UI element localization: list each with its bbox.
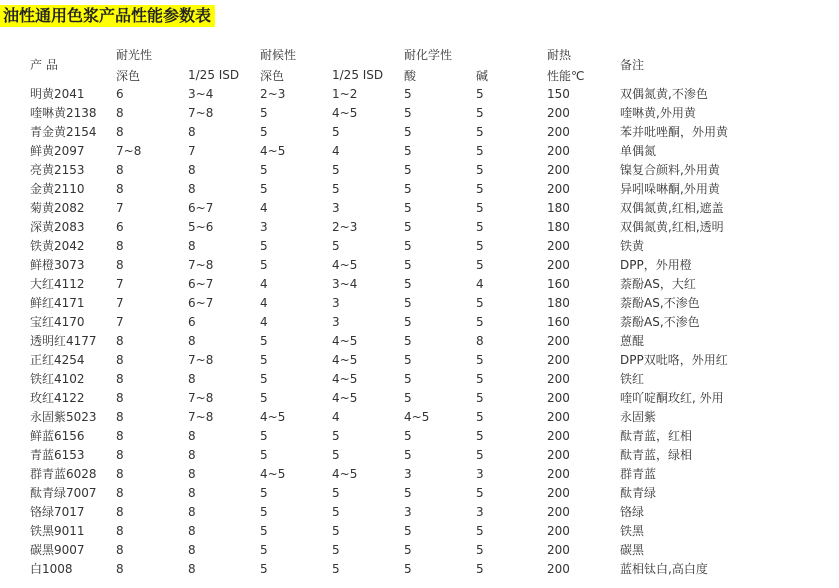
table-row bbox=[30, 123, 760, 142]
cell-heat: 180 bbox=[547, 201, 570, 215]
cell-acid: 5 bbox=[404, 524, 412, 538]
cell-light-deep: 8 bbox=[116, 524, 124, 538]
cell-product-name: 永固紫5023 bbox=[30, 410, 97, 424]
cell-product-name: 青金黄2154 bbox=[30, 125, 97, 139]
cell-heat: 200 bbox=[547, 467, 570, 481]
cell-weather-isd: 5 bbox=[332, 486, 340, 500]
cell-heat: 180 bbox=[547, 220, 570, 234]
cell-weather-deep: 5 bbox=[260, 163, 268, 177]
cell-heat: 200 bbox=[547, 106, 570, 120]
cell-acid: 5 bbox=[404, 277, 412, 291]
cell-weather-deep: 5 bbox=[260, 334, 268, 348]
cell-weather-isd: 2~3 bbox=[332, 220, 358, 234]
header-lightfastness: 耐光性 bbox=[116, 48, 153, 62]
cell-remark: 苯并吡唑酮，外用黄 bbox=[620, 125, 729, 139]
cell-acid: 5 bbox=[404, 220, 412, 234]
cell-remark: 萘酚AS,不渗色 bbox=[620, 315, 700, 329]
cell-acid: 5 bbox=[404, 315, 412, 329]
cell-remark: 单偶氮 bbox=[620, 144, 657, 158]
header-acid: 酸 bbox=[404, 68, 417, 83]
header-weather-deep: 深色 bbox=[260, 68, 285, 83]
cell-light-deep: 8 bbox=[116, 505, 124, 519]
cell-acid: 5 bbox=[404, 334, 412, 348]
cell-acid: 5 bbox=[404, 182, 412, 196]
cell-weather-isd: 5 bbox=[332, 505, 340, 519]
table-row bbox=[30, 142, 760, 161]
table-row bbox=[30, 161, 760, 180]
cell-weather-isd: 3 bbox=[332, 201, 340, 215]
cell-product-name: 鲜黄2097 bbox=[30, 144, 85, 158]
table-row bbox=[30, 427, 760, 446]
table-row bbox=[30, 294, 760, 313]
table-row bbox=[30, 237, 760, 256]
cell-acid: 5 bbox=[404, 562, 412, 576]
cell-weather-isd: 4 bbox=[332, 410, 340, 424]
cell-alkali: 5 bbox=[476, 239, 484, 253]
cell-light-deep: 6 bbox=[116, 87, 124, 101]
pigment-performance-table bbox=[30, 44, 760, 579]
table-row bbox=[30, 104, 760, 123]
cell-light-isd: 7~8 bbox=[188, 106, 214, 120]
cell-remark: 铁黑 bbox=[620, 524, 645, 538]
cell-acid: 5 bbox=[404, 144, 412, 158]
cell-remark: DPP，外用橙 bbox=[620, 258, 692, 272]
cell-acid: 5 bbox=[404, 106, 412, 120]
cell-light-isd: 8 bbox=[188, 182, 196, 196]
cell-light-deep: 8 bbox=[116, 163, 124, 177]
cell-alkali: 5 bbox=[476, 524, 484, 538]
cell-alkali: 5 bbox=[476, 410, 484, 424]
cell-weather-isd: 5 bbox=[332, 543, 340, 557]
cell-product-name: 玫红4122 bbox=[30, 391, 85, 405]
cell-alkali: 5 bbox=[476, 163, 484, 177]
cell-remark: 铁红 bbox=[620, 372, 645, 386]
cell-light-deep: 8 bbox=[116, 258, 124, 272]
table-row bbox=[30, 275, 760, 294]
cell-weather-deep: 5 bbox=[260, 486, 268, 500]
cell-product-name: 明黄2041 bbox=[30, 87, 85, 101]
cell-remark: 异吲哚啉酮,外用黄 bbox=[620, 182, 720, 196]
cell-product-name: 铬绿7017 bbox=[30, 505, 85, 519]
cell-light-isd: 8 bbox=[188, 163, 196, 177]
cell-heat: 200 bbox=[547, 505, 570, 519]
cell-weather-isd: 5 bbox=[332, 239, 340, 253]
cell-heat: 200 bbox=[547, 182, 570, 196]
cell-product-name: 青蓝6153 bbox=[30, 448, 85, 462]
cell-product-name: 大红4112 bbox=[30, 277, 85, 291]
cell-remark: 铬绿 bbox=[620, 505, 645, 519]
cell-product-name: 铁黄2042 bbox=[30, 239, 85, 253]
cell-acid: 5 bbox=[404, 429, 412, 443]
cell-heat: 150 bbox=[547, 87, 570, 101]
cell-product-name: 酞青绿7007 bbox=[30, 486, 97, 500]
cell-product-name: 白1008 bbox=[30, 562, 73, 576]
cell-weather-isd: 5 bbox=[332, 448, 340, 462]
cell-alkali: 5 bbox=[476, 372, 484, 386]
cell-weather-isd: 3 bbox=[332, 315, 340, 329]
cell-light-deep: 8 bbox=[116, 486, 124, 500]
cell-weather-isd: 3~4 bbox=[332, 277, 358, 291]
cell-light-deep: 8 bbox=[116, 448, 124, 462]
cell-weather-isd: 5 bbox=[332, 562, 340, 576]
cell-weather-isd: 4~5 bbox=[332, 258, 358, 272]
cell-heat: 200 bbox=[547, 258, 570, 272]
cell-weather-isd: 5 bbox=[332, 163, 340, 177]
cell-light-deep: 7~8 bbox=[116, 144, 142, 158]
cell-remark: 酞青绿 bbox=[620, 486, 657, 500]
cell-light-isd: 5~6 bbox=[188, 220, 214, 234]
cell-weather-deep: 4~5 bbox=[260, 467, 286, 481]
cell-weather-isd: 4~5 bbox=[332, 106, 358, 120]
cell-weather-isd: 1~2 bbox=[332, 87, 358, 101]
table-row bbox=[30, 484, 760, 503]
cell-acid: 5 bbox=[404, 201, 412, 215]
cell-weather-deep: 4~5 bbox=[260, 410, 286, 424]
cell-heat: 200 bbox=[547, 562, 570, 576]
cell-remark: 双偶氮黄,红相,遮盖 bbox=[620, 201, 724, 215]
cell-light-isd: 7~8 bbox=[188, 410, 214, 424]
cell-weather-deep: 5 bbox=[260, 182, 268, 196]
cell-light-isd: 8 bbox=[188, 486, 196, 500]
cell-light-deep: 7 bbox=[116, 201, 124, 215]
cell-alkali: 5 bbox=[476, 296, 484, 310]
cell-light-deep: 8 bbox=[116, 372, 124, 386]
cell-light-isd: 8 bbox=[188, 524, 196, 538]
cell-heat: 200 bbox=[547, 239, 570, 253]
cell-alkali: 5 bbox=[476, 258, 484, 272]
cell-alkali: 8 bbox=[476, 334, 484, 348]
table-row bbox=[30, 370, 760, 389]
cell-light-deep: 7 bbox=[116, 277, 124, 291]
cell-weather-deep: 4 bbox=[260, 201, 268, 215]
cell-alkali: 5 bbox=[476, 429, 484, 443]
table-row bbox=[30, 218, 760, 237]
cell-weather-deep: 5 bbox=[260, 562, 268, 576]
cell-acid: 5 bbox=[404, 353, 412, 367]
cell-acid: 3 bbox=[404, 467, 412, 481]
cell-light-isd: 8 bbox=[188, 448, 196, 462]
cell-product-name: 鲜红4171 bbox=[30, 296, 85, 310]
cell-heat: 200 bbox=[547, 372, 570, 386]
cell-light-deep: 8 bbox=[116, 239, 124, 253]
cell-product-name: 亮黄2153 bbox=[30, 163, 85, 177]
cell-product-name: 群青蓝6028 bbox=[30, 467, 97, 481]
table-row bbox=[30, 351, 760, 370]
cell-light-isd: 8 bbox=[188, 467, 196, 481]
cell-weather-deep: 5 bbox=[260, 448, 268, 462]
cell-acid: 5 bbox=[404, 486, 412, 500]
cell-light-deep: 8 bbox=[116, 543, 124, 557]
table-row bbox=[30, 389, 760, 408]
header-remark: 备注 bbox=[620, 58, 645, 72]
cell-product-name: 喹啉黄2138 bbox=[30, 106, 97, 120]
cell-remark: DPP双吡咯，外用红 bbox=[620, 353, 728, 367]
cell-weather-deep: 3 bbox=[260, 220, 268, 234]
cell-weather-deep: 4 bbox=[260, 315, 268, 329]
header-light-deep: 深色 bbox=[116, 68, 141, 83]
cell-product-name: 碳黑9007 bbox=[30, 543, 85, 557]
cell-heat: 200 bbox=[547, 448, 570, 462]
header-row-1 bbox=[30, 44, 760, 65]
cell-weather-isd: 3 bbox=[332, 296, 340, 310]
cell-heat: 200 bbox=[547, 163, 570, 177]
cell-light-isd: 6~7 bbox=[188, 201, 214, 215]
cell-light-isd: 8 bbox=[188, 334, 196, 348]
cell-light-deep: 8 bbox=[116, 467, 124, 481]
table-row bbox=[30, 313, 760, 332]
cell-light-isd: 8 bbox=[188, 125, 196, 139]
cell-product-name: 透明红4177 bbox=[30, 334, 97, 348]
cell-remark: 蓝相钛白,高白度 bbox=[620, 562, 708, 576]
cell-weather-deep: 5 bbox=[260, 258, 268, 272]
header-alkali: 碱 bbox=[476, 68, 489, 83]
cell-alkali: 5 bbox=[476, 562, 484, 576]
cell-heat: 180 bbox=[547, 296, 570, 310]
cell-weather-isd: 4~5 bbox=[332, 334, 358, 348]
cell-light-deep: 8 bbox=[116, 334, 124, 348]
cell-acid: 5 bbox=[404, 258, 412, 272]
cell-remark: 萘酚AS，大红 bbox=[620, 277, 696, 291]
cell-light-isd: 6 bbox=[188, 315, 196, 329]
cell-alkali: 5 bbox=[476, 201, 484, 215]
cell-alkali: 5 bbox=[476, 543, 484, 557]
table-row bbox=[30, 256, 760, 275]
table-row bbox=[30, 180, 760, 199]
cell-light-deep: 8 bbox=[116, 410, 124, 424]
cell-light-isd: 6~7 bbox=[188, 277, 214, 291]
cell-acid: 3 bbox=[404, 505, 412, 519]
header-light-isd: 1/25 ISD bbox=[188, 68, 240, 82]
cell-product-name: 金黄2110 bbox=[30, 182, 85, 196]
cell-light-deep: 8 bbox=[116, 353, 124, 367]
cell-weather-isd: 5 bbox=[332, 524, 340, 538]
cell-weather-isd: 4~5 bbox=[332, 391, 358, 405]
cell-heat: 200 bbox=[547, 543, 570, 557]
cell-light-isd: 8 bbox=[188, 372, 196, 386]
cell-light-deep: 8 bbox=[116, 391, 124, 405]
table-row bbox=[30, 503, 760, 522]
cell-weather-isd: 4~5 bbox=[332, 467, 358, 481]
cell-alkali: 5 bbox=[476, 391, 484, 405]
cell-weather-deep: 5 bbox=[260, 505, 268, 519]
cell-product-name: 宝红4170 bbox=[30, 315, 85, 329]
table-row bbox=[30, 446, 760, 465]
cell-heat: 200 bbox=[547, 353, 570, 367]
cell-alkali: 5 bbox=[476, 486, 484, 500]
cell-heat: 200 bbox=[547, 410, 570, 424]
cell-product-name: 菊黄2082 bbox=[30, 201, 85, 215]
cell-remark: 酞青蓝，绿相 bbox=[620, 448, 693, 462]
cell-weather-deep: 5 bbox=[260, 372, 268, 386]
cell-light-isd: 7~8 bbox=[188, 353, 214, 367]
cell-acid: 5 bbox=[404, 391, 412, 405]
page-title: 油性通用色浆产品性能参数表 bbox=[0, 5, 215, 27]
table-row bbox=[30, 408, 760, 427]
cell-alkali: 5 bbox=[476, 182, 484, 196]
cell-light-isd: 8 bbox=[188, 239, 196, 253]
header-weather-isd: 1/25 ISD bbox=[332, 68, 384, 82]
cell-alkali: 3 bbox=[476, 505, 484, 519]
cell-weather-deep: 5 bbox=[260, 106, 268, 120]
cell-heat: 200 bbox=[547, 125, 570, 139]
cell-weather-deep: 4 bbox=[260, 296, 268, 310]
cell-remark: 双偶氮黄,红相,透明 bbox=[620, 220, 724, 234]
cell-alkali: 5 bbox=[476, 144, 484, 158]
cell-product-name: 深黄2083 bbox=[30, 220, 85, 234]
cell-acid: 5 bbox=[404, 296, 412, 310]
cell-light-isd: 7~8 bbox=[188, 391, 214, 405]
cell-alkali: 3 bbox=[476, 467, 484, 481]
table-body bbox=[30, 85, 760, 579]
cell-weather-isd: 5 bbox=[332, 429, 340, 443]
cell-product-name: 正红4254 bbox=[30, 353, 85, 367]
cell-light-isd: 8 bbox=[188, 562, 196, 576]
table-row bbox=[30, 541, 760, 560]
cell-light-deep: 8 bbox=[116, 562, 124, 576]
table-row bbox=[30, 85, 760, 104]
cell-remark: 双偶氮黄,不渗色 bbox=[620, 87, 708, 101]
cell-remark: 酞青蓝，红相 bbox=[620, 429, 693, 443]
cell-alkali: 5 bbox=[476, 448, 484, 462]
cell-remark: 喹吖啶酮玫红, 外用 bbox=[620, 391, 724, 405]
cell-alkali: 5 bbox=[476, 125, 484, 139]
table-row bbox=[30, 199, 760, 218]
header-heat-line1: 耐热 bbox=[547, 48, 572, 62]
cell-alkali: 5 bbox=[476, 220, 484, 234]
table-row bbox=[30, 560, 760, 579]
cell-remark: 萘酚AS,不渗色 bbox=[620, 296, 700, 310]
cell-weather-deep: 2~3 bbox=[260, 87, 286, 101]
cell-heat: 200 bbox=[547, 486, 570, 500]
cell-weather-deep: 5 bbox=[260, 429, 268, 443]
cell-remark: 喹啉黄,外用黄 bbox=[620, 106, 696, 120]
cell-weather-deep: 5 bbox=[260, 543, 268, 557]
cell-heat: 200 bbox=[547, 391, 570, 405]
cell-acid: 5 bbox=[404, 239, 412, 253]
cell-remark: 永固紫 bbox=[620, 410, 657, 424]
cell-heat: 200 bbox=[547, 429, 570, 443]
cell-weather-deep: 4~5 bbox=[260, 144, 286, 158]
cell-weather-isd: 4 bbox=[332, 144, 340, 158]
cell-light-isd: 8 bbox=[188, 543, 196, 557]
cell-alkali: 5 bbox=[476, 87, 484, 101]
cell-light-isd: 8 bbox=[188, 429, 196, 443]
cell-weather-isd: 5 bbox=[332, 125, 340, 139]
cell-remark: 蒽醌 bbox=[620, 334, 645, 348]
cell-light-isd: 7~8 bbox=[188, 258, 214, 272]
cell-acid: 5 bbox=[404, 163, 412, 177]
cell-light-isd: 7 bbox=[188, 144, 196, 158]
cell-heat: 160 bbox=[547, 277, 570, 291]
cell-weather-deep: 5 bbox=[260, 391, 268, 405]
cell-acid: 5 bbox=[404, 448, 412, 462]
cell-light-deep: 8 bbox=[116, 429, 124, 443]
cell-product-name: 铁黑9011 bbox=[30, 524, 85, 538]
cell-light-deep: 7 bbox=[116, 296, 124, 310]
cell-acid: 5 bbox=[404, 372, 412, 386]
cell-acid: 5 bbox=[404, 87, 412, 101]
cell-light-deep: 8 bbox=[116, 106, 124, 120]
cell-product-name: 鲜蓝6156 bbox=[30, 429, 85, 443]
cell-acid: 4~5 bbox=[404, 410, 430, 424]
cell-remark: 镍复合颜料,外用黄 bbox=[620, 163, 720, 177]
table-row bbox=[30, 522, 760, 541]
cell-weather-isd: 4~5 bbox=[332, 353, 358, 367]
cell-alkali: 5 bbox=[476, 353, 484, 367]
table-row bbox=[30, 332, 760, 351]
header-chemical-resistance: 耐化学性 bbox=[404, 48, 453, 62]
cell-weather-isd: 4~5 bbox=[332, 372, 358, 386]
cell-product-name: 铁红4102 bbox=[30, 372, 85, 386]
cell-light-deep: 7 bbox=[116, 315, 124, 329]
cell-remark: 群青蓝 bbox=[620, 467, 657, 481]
cell-light-deep: 6 bbox=[116, 220, 124, 234]
cell-heat: 200 bbox=[547, 334, 570, 348]
cell-acid: 5 bbox=[404, 125, 412, 139]
cell-weather-deep: 5 bbox=[260, 524, 268, 538]
table-row bbox=[30, 465, 760, 484]
cell-light-deep: 8 bbox=[116, 182, 124, 196]
cell-remark: 铁黄 bbox=[620, 239, 645, 253]
cell-light-isd: 6~7 bbox=[188, 296, 214, 310]
cell-light-isd: 8 bbox=[188, 505, 196, 519]
header-heat-line2: 性能℃ bbox=[547, 68, 585, 83]
cell-heat: 160 bbox=[547, 315, 570, 329]
cell-weather-deep: 5 bbox=[260, 353, 268, 367]
header-product: 产 品 bbox=[30, 58, 58, 72]
cell-product-name: 鲜橙3073 bbox=[30, 258, 85, 272]
cell-heat: 200 bbox=[547, 144, 570, 158]
cell-weather-isd: 5 bbox=[332, 182, 340, 196]
header-weatherfastness: 耐候性 bbox=[260, 48, 297, 62]
cell-heat: 200 bbox=[547, 524, 570, 538]
cell-light-deep: 8 bbox=[116, 125, 124, 139]
cell-acid: 5 bbox=[404, 543, 412, 557]
cell-light-isd: 3~4 bbox=[188, 87, 214, 101]
cell-weather-deep: 5 bbox=[260, 239, 268, 253]
cell-alkali: 5 bbox=[476, 315, 484, 329]
cell-weather-deep: 4 bbox=[260, 277, 268, 291]
cell-alkali: 4 bbox=[476, 277, 484, 291]
cell-remark: 碳黑 bbox=[620, 543, 645, 557]
cell-weather-deep: 5 bbox=[260, 125, 268, 139]
cell-alkali: 5 bbox=[476, 106, 484, 120]
